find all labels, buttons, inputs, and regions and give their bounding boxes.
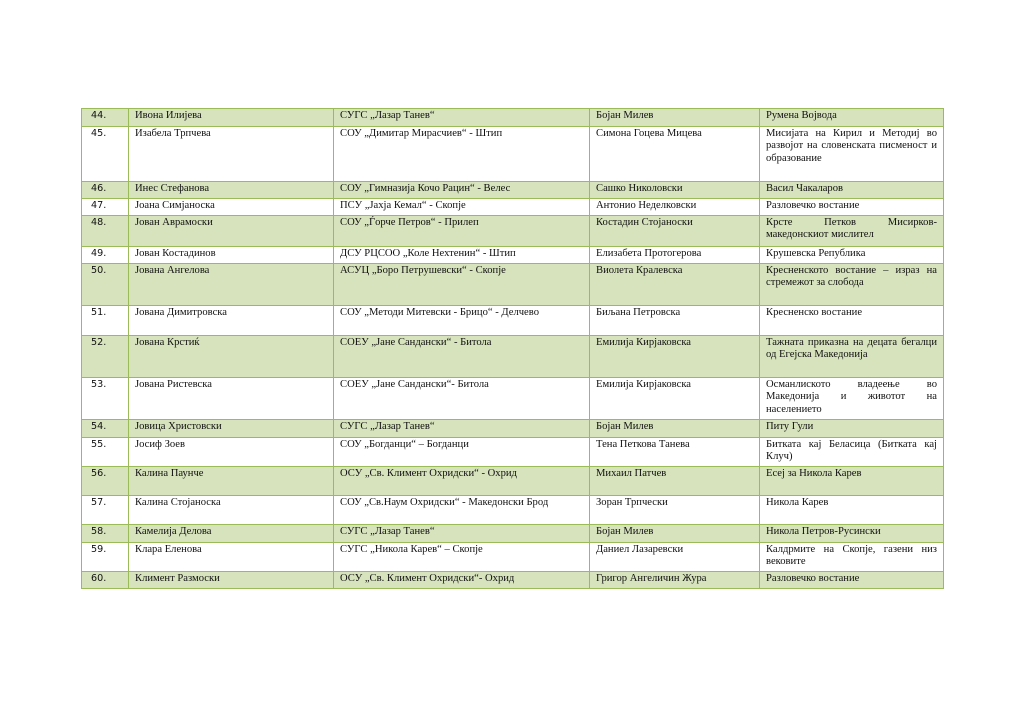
student-name: Ивона Илијева: [129, 109, 334, 127]
row-number: 53.: [82, 378, 129, 420]
school-name: ПСУ „Јахја Кемал“ - Скопје: [334, 199, 590, 216]
topic-title: Османлиското владеење во Македонија и животот на населението: [760, 378, 944, 420]
school-name: СОУ „Богданци“ – Богданци: [334, 438, 590, 467]
topic-title: Никола Петров-Русински: [760, 525, 944, 543]
student-name: Инес Стефанова: [129, 182, 334, 199]
table-row: [82, 378, 944, 420]
table-row: [82, 525, 944, 543]
topic-title: Никола Карев: [760, 496, 944, 525]
topic-title: Румена Војвода: [760, 109, 944, 127]
mentor-name: Бојан Милев: [590, 109, 760, 127]
school-name: СОУ „Св.Наум Охридски“ - Македонски Брод: [334, 496, 590, 525]
topic-title: Есеј за Никола Карев: [760, 467, 944, 496]
school-name: СУГС „Лазар Танев“: [334, 420, 590, 438]
topic-title: Мисијата на Кирил и Методиј во развојот на словенската писменост и образование: [760, 127, 944, 182]
row-number: 54.: [82, 420, 129, 438]
mentor-name: Емилија Кирјаковска: [590, 378, 760, 420]
student-name: Клара Еленова: [129, 543, 334, 572]
student-name: Јоана Симјаноска: [129, 199, 334, 216]
student-name: Јована Крстиќ: [129, 336, 334, 378]
row-number: 55.: [82, 438, 129, 467]
row-number: 59.: [82, 543, 129, 572]
topic-title: Калдрмите на Скопје, газени низ вековите: [760, 543, 944, 572]
topic-title: Разловечко востание: [760, 572, 944, 589]
school-name: СОЕУ „Јане Сандански“- Битола: [334, 378, 590, 420]
school-name: АСУЦ „Боро Петрушевски“ - Скопје: [334, 264, 590, 306]
school-name: СОУ „Гимназија Кочо Рацин“ - Велес: [334, 182, 590, 199]
school-name: СОУ „Методи Митевски - Брицо“ - Делчево: [334, 306, 590, 336]
mentor-name: Михаил Патчев: [590, 467, 760, 496]
row-number: 45.: [82, 127, 129, 182]
school-name: СУГС „Лазар Танев“: [334, 109, 590, 127]
row-number: 56.: [82, 467, 129, 496]
row-number: 50.: [82, 264, 129, 306]
student-name: Калина Стојаноска: [129, 496, 334, 525]
topic-title: Кресненското востание – израз на стремежот за слобода: [760, 264, 944, 306]
school-name: СУГС „Никола Карев“ – Скопје: [334, 543, 590, 572]
student-name: Јован Аврамоски: [129, 216, 334, 247]
table-row: [82, 127, 944, 182]
school-name: СОУ „Димитар Мирасчиев“ - Штип: [334, 127, 590, 182]
table-row: [82, 199, 944, 216]
row-number: 51.: [82, 306, 129, 336]
topic-title: Питу Гули: [760, 420, 944, 438]
topic-title: Разловечко востание: [760, 199, 944, 216]
school-name: СОУ „Ѓорче Петров“ - Прилеп: [334, 216, 590, 247]
school-name: СУГС „Лазар Танев“: [334, 525, 590, 543]
table-row: [82, 572, 944, 589]
row-number: 52.: [82, 336, 129, 378]
row-number: 58.: [82, 525, 129, 543]
mentor-name: Григор Ангеличин Жура: [590, 572, 760, 589]
student-name: Јована Димитровска: [129, 306, 334, 336]
student-name: Јована Ристевска: [129, 378, 334, 420]
mentor-name: Сашко Николовски: [590, 182, 760, 199]
mentor-name: Антонио Неделковски: [590, 199, 760, 216]
school-name: СОЕУ „Јане Сандански“ - Битола: [334, 336, 590, 378]
student-name: Камелија Делова: [129, 525, 334, 543]
school-name: ОСУ „Св. Климент Охридски“ - Охрид: [334, 467, 590, 496]
row-number: 47.: [82, 199, 129, 216]
student-name: Климент Размоски: [129, 572, 334, 589]
table-row: [82, 420, 944, 438]
school-name: ДСУ РЦСОО „Коле Нехтенин“ - Штип: [334, 247, 590, 264]
topic-title: Васил Чакаларов: [760, 182, 944, 199]
table-row: [82, 216, 944, 247]
table-row: [82, 467, 944, 496]
row-number: 60.: [82, 572, 129, 589]
mentor-name: Зоран Трпчески: [590, 496, 760, 525]
mentor-name: Емилија Кирјаковска: [590, 336, 760, 378]
topic-title: Крсте Петков Мисирков-македонскиот мислител: [760, 216, 944, 247]
participants-table: [81, 108, 944, 589]
mentor-name: Бојан Милев: [590, 525, 760, 543]
row-number: 44.: [82, 109, 129, 127]
row-number: 46.: [82, 182, 129, 199]
table-row: [82, 182, 944, 199]
student-name: Јован Костадинов: [129, 247, 334, 264]
student-name: Јосиф Зоев: [129, 438, 334, 467]
student-name: Јована Ангелова: [129, 264, 334, 306]
mentor-name: Симона Гоцева Мицева: [590, 127, 760, 182]
mentor-name: Биљана Петровска: [590, 306, 760, 336]
table-row: [82, 306, 944, 336]
table-body: [82, 109, 944, 589]
table-row: [82, 264, 944, 306]
mentor-name: Костадин Стојаноски: [590, 216, 760, 247]
student-name: Јовица Христовски: [129, 420, 334, 438]
mentor-name: Тена Петкова Танева: [590, 438, 760, 467]
row-number: 57.: [82, 496, 129, 525]
table-row: [82, 438, 944, 467]
row-number: 49.: [82, 247, 129, 264]
mentor-name: Даниел Лазаревски: [590, 543, 760, 572]
table-row: [82, 336, 944, 378]
student-name: Калина Паунче: [129, 467, 334, 496]
mentor-name: Елизабета Протогерова: [590, 247, 760, 264]
table-row: [82, 247, 944, 264]
table-row: [82, 496, 944, 525]
mentor-name: Виолета Кралевска: [590, 264, 760, 306]
row-number: 48.: [82, 216, 129, 247]
table-row: [82, 109, 944, 127]
topic-title: Тажната приказна на децата бегалци од Егејска Македонија: [760, 336, 944, 378]
school-name: ОСУ „Св. Климент Охридски“- Охрид: [334, 572, 590, 589]
table-row: [82, 543, 944, 572]
mentor-name: Бојан Милев: [590, 420, 760, 438]
topic-title: Кресненско востание: [760, 306, 944, 336]
topic-title: Крушевска Република: [760, 247, 944, 264]
topic-title: Битката кај Беласица (Битката кај Клуч): [760, 438, 944, 467]
student-name: Изабела Трпчева: [129, 127, 334, 182]
